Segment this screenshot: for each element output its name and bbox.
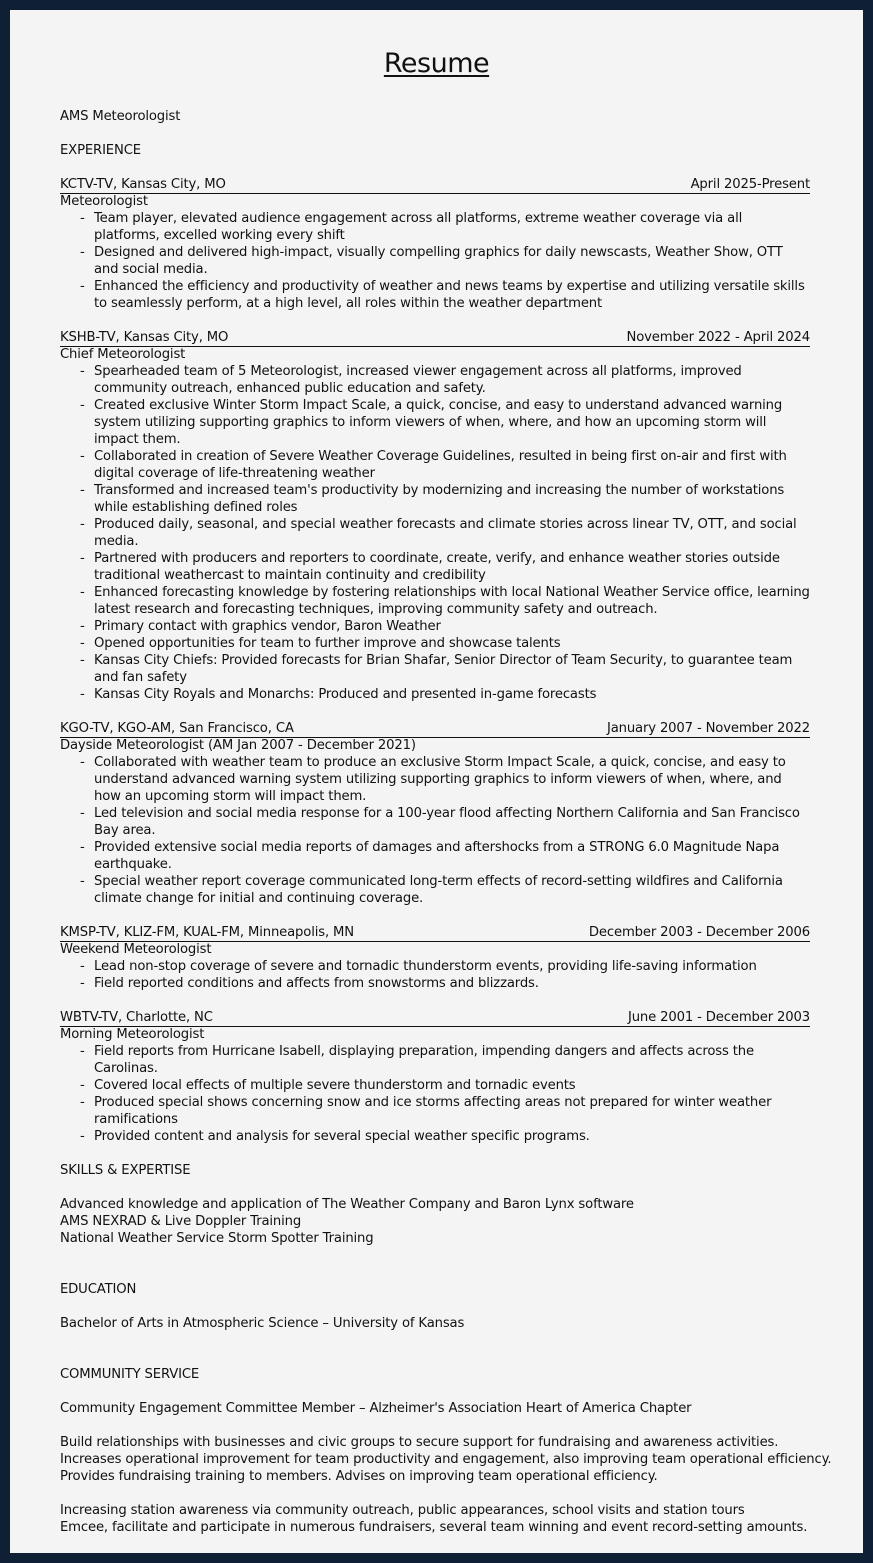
job-header xyxy=(60,1009,810,1027)
job-dates: April 2025-Present xyxy=(690,177,810,192)
skills-heading: SKILLS & EXPERTISE xyxy=(60,1163,191,1178)
job-bullets xyxy=(80,1043,810,1145)
job-role: Morning Meteorologist xyxy=(60,1027,205,1042)
bullet-item: - Partnered with producers and reporters to coordinate, create, verify, and enhance weather stories outside traditional weathercast to maintain continuity and credibility xyxy=(80,550,810,584)
resume-page xyxy=(10,10,863,1553)
bullet-item: - Collaborated in creation of Severe Weather Coverage Guidelines, resulted in being first on-air and first with digital coverage of life-threatening weather xyxy=(80,448,810,482)
skill-item: Advanced knowledge and application of The Weather Company and Baron Lynx software xyxy=(60,1197,634,1212)
job-dates: June 2001 - December 2003 xyxy=(627,1010,810,1025)
job-bullets xyxy=(80,210,810,312)
education-heading: EDUCATION xyxy=(60,1282,137,1297)
skill-item: AMS NEXRAD & Live Doppler Training xyxy=(60,1214,302,1229)
job-role: Dayside Meteorologist (AM Jan 2007 - December 2021) xyxy=(60,738,416,753)
skills-list xyxy=(60,1196,634,1247)
bullet-item: - Created exclusive Winter Storm Impact Scale, a quick, concise, and easy to understand advanced warning system utilizing supporting graphics to inform viewers of when, where, and how an upcoming storm will impact them. xyxy=(80,397,810,448)
bullet-item: - Led television and social media response for a 100-year flood affecting Northern California and San Francisco Bay area. xyxy=(80,805,810,839)
bullet-item: - Collaborated with weather team to produce an exclusive Storm Impact Scale, a quick, concise, and easy to understand advanced warning system utilizing supporting graphics to inform viewers of when, where, and how an upcoming storm will impact them. xyxy=(80,754,810,805)
job-dates: December 2003 - December 2006 xyxy=(588,925,810,940)
bullet-item: - Enhanced forecasting knowledge by fostering relationships with local National Weather Service office, learning latest research and forecasting techniques, improving community safety and outreach. xyxy=(80,584,810,618)
job-dates: November 2022 - April 2024 xyxy=(626,330,810,345)
job-header xyxy=(60,329,810,347)
job-org: KMSP-TV, KLIZ-FM, KUAL-FM, Minneapolis, MN xyxy=(60,925,354,940)
bullet-item: - Transformed and increased team's productivity by modernizing and increasing the number of workstations while establishing defined roles xyxy=(80,482,810,516)
skill-item: National Weather Service Storm Spotter Training xyxy=(60,1231,374,1246)
bullet-item: - Special weather report coverage communicated long-term effects of record-setting wildfires and California climate change for initial and continuing coverage. xyxy=(80,873,810,907)
job-header xyxy=(60,176,810,194)
community-heading: COMMUNITY SERVICE xyxy=(60,1367,200,1382)
job-org: KSHB-TV, Kansas City, MO xyxy=(60,330,229,345)
experience-heading: EXPERIENCE xyxy=(60,143,141,158)
community-line: Provides fundraising training to members. Advises on improving team operational efficiency. xyxy=(60,1469,658,1484)
community-paragraph xyxy=(60,1502,807,1536)
job-role: Weekend Meteorologist xyxy=(60,942,212,957)
job-header xyxy=(60,924,810,942)
bullet-item: - Provided extensive social media reports of damages and aftershocks from a STRONG 6.0 Magnitude Napa earthquake. xyxy=(80,839,810,873)
page-title: Resume xyxy=(383,48,490,79)
job-bullets xyxy=(80,958,810,992)
bullet-item: - Covered local effects of multiple severe thunderstorm and tornadic events xyxy=(80,1077,810,1094)
bullet-item: - Field reports from Hurricane Isabell, displaying preparation, impending dangers and affects across the Carolinas. xyxy=(80,1043,810,1077)
job-org: KCTV-TV, Kansas City, MO xyxy=(60,177,226,192)
bullet-item: - Field reported conditions and affects from snowstorms and blizzards. xyxy=(80,975,810,992)
subtitle: AMS Meteorologist xyxy=(60,109,181,124)
bullet-item: - Provided content and analysis for several special weather specific programs. xyxy=(80,1128,810,1145)
bullet-item: - Kansas City Royals and Monarchs: Produced and presented in-game forecasts xyxy=(80,686,810,703)
bullet-item: - Designed and delivered high-impact, visually compelling graphics for daily newscasts, Weather Show, OTT and social media. xyxy=(80,244,810,278)
bullet-item: - Lead non-stop coverage of severe and tornadic thunderstorm events, providing life-saving information xyxy=(80,958,810,975)
community-paragraph xyxy=(60,1434,831,1485)
job-org: WBTV-TV, Charlotte, NC xyxy=(60,1010,213,1025)
job-bullets xyxy=(80,363,810,703)
community-line: Increasing station awareness via community outreach, public appearances, school visits and station tours xyxy=(60,1503,745,1518)
job-role: Chief Meteorologist xyxy=(60,347,186,362)
education-degree: Bachelor of Arts in Atmospheric Science – University of Kansas xyxy=(60,1316,465,1331)
bullet-item: - Primary contact with graphics vendor, Baron Weather xyxy=(80,618,810,635)
bullet-item: - Team player, elevated audience engagement across all platforms, extreme weather coverage via all platforms, excelled working every shift xyxy=(80,210,810,244)
job-bullets xyxy=(80,754,810,907)
job-role: Meteorologist xyxy=(60,194,148,209)
community-role: Community Engagement Committee Member – Alzheimer's Association Heart of America Chapter xyxy=(60,1401,692,1416)
bullet-item: - Produced daily, seasonal, and special weather forecasts and climate stories across linear TV, OTT, and social media. xyxy=(80,516,810,550)
job-org: KGO-TV, KGO-AM, San Francisco, CA xyxy=(60,721,294,736)
bullet-item: - Opened opportunities for team to further improve and showcase talents xyxy=(80,635,810,652)
bullet-item: - Enhanced the efficiency and productivity of weather and news teams by expertise and utilizing versatile skills to seamlessly perform, at a high level, all roles within the weather department xyxy=(80,278,810,312)
bullet-item: - Spearheaded team of 5 Meteorologist, increased viewer engagement across all platforms, improved community outreach, enhanced public education and safety. xyxy=(80,363,810,397)
job-header xyxy=(60,720,810,738)
community-line: Emcee, facilitate and participate in numerous fundraisers, several team winning and event record-setting amounts. xyxy=(60,1520,808,1535)
job-dates: January 2007 - November 2022 xyxy=(606,721,810,736)
bullet-item: - Kansas City Chiefs: Provided forecasts for Brian Shafar, Senior Director of Team Security, to guarantee team and fan safety xyxy=(80,652,810,686)
community-line: Build relationships with businesses and civic groups to secure support for fundraising and awareness activities. xyxy=(60,1435,779,1450)
bullet-item: - Produced special shows concerning snow and ice storms affecting areas not prepared for winter weather ramifications xyxy=(80,1094,810,1128)
community-line: Increases operational improvement for team productivity and engagement, also improving team operational efficiency. xyxy=(60,1452,832,1467)
